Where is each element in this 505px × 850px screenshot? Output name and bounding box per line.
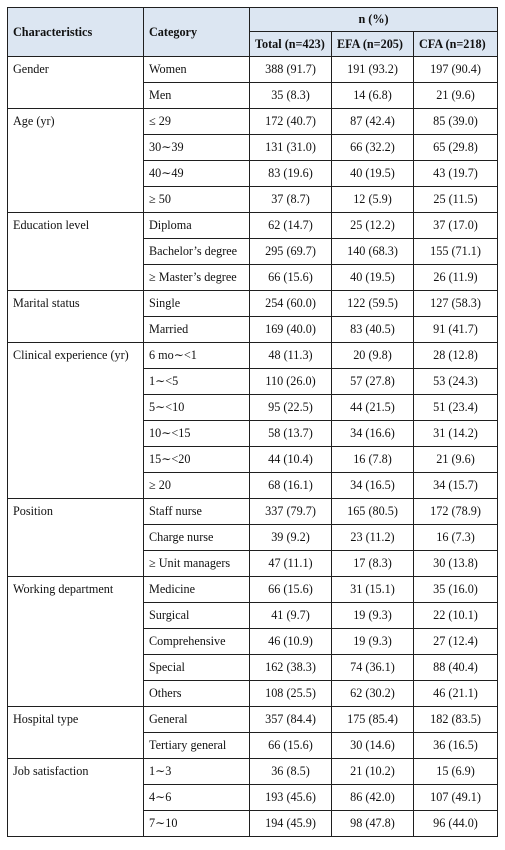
category-cell: 6 mo∼<1 [144, 343, 250, 369]
cfa-cell: 127 (58.3) [414, 291, 498, 317]
efa-cell: 19 (9.3) [332, 629, 414, 655]
efa-cell: 21 (10.2) [332, 759, 414, 785]
category-cell: 1∼3 [144, 759, 250, 785]
header-total: Total (n=423) [250, 32, 332, 57]
characteristic-cell [8, 603, 144, 629]
category-cell: Others [144, 681, 250, 707]
efa-cell: 17 (8.3) [332, 551, 414, 577]
total-cell: 66 (15.6) [250, 733, 332, 759]
total-cell: 62 (14.7) [250, 213, 332, 239]
table-row [8, 57, 498, 83]
total-cell: 58 (13.7) [250, 421, 332, 447]
characteristic-cell [8, 473, 144, 499]
characteristic-cell [8, 551, 144, 577]
total-cell: 41 (9.7) [250, 603, 332, 629]
characteristic-cell: Working department [8, 577, 144, 603]
efa-cell: 57 (27.8) [332, 369, 414, 395]
table-row [8, 369, 498, 395]
cfa-cell: 16 (7.3) [414, 525, 498, 551]
category-cell: ≥ 50 [144, 187, 250, 213]
efa-cell: 12 (5.9) [332, 187, 414, 213]
category-cell: ≥ Master’s degree [144, 265, 250, 291]
efa-cell: 20 (9.8) [332, 343, 414, 369]
cfa-cell: 107 (49.1) [414, 785, 498, 811]
efa-cell: 87 (42.4) [332, 109, 414, 135]
characteristic-cell [8, 369, 144, 395]
characteristic-cell [8, 447, 144, 473]
table-row [8, 733, 498, 759]
table-row [8, 135, 498, 161]
total-cell: 357 (84.4) [250, 707, 332, 733]
category-cell: 30∼39 [144, 135, 250, 161]
cfa-cell: 65 (29.8) [414, 135, 498, 161]
category-cell: Bachelor’s degree [144, 239, 250, 265]
efa-cell: 175 (85.4) [332, 707, 414, 733]
category-cell: General [144, 707, 250, 733]
characteristic-cell [8, 681, 144, 707]
category-cell: Staff nurse [144, 499, 250, 525]
characteristic-cell [8, 83, 144, 109]
total-cell: 66 (15.6) [250, 265, 332, 291]
header-category: Category [144, 8, 250, 57]
total-cell: 295 (69.7) [250, 239, 332, 265]
cfa-cell: 43 (19.7) [414, 161, 498, 187]
efa-cell: 34 (16.5) [332, 473, 414, 499]
total-cell: 337 (79.7) [250, 499, 332, 525]
table-row [8, 265, 498, 291]
table-row [8, 525, 498, 551]
table-row [8, 785, 498, 811]
characteristic-cell [8, 655, 144, 681]
category-cell: 1∼<5 [144, 369, 250, 395]
cfa-cell: 15 (6.9) [414, 759, 498, 785]
efa-cell: 62 (30.2) [332, 681, 414, 707]
characteristic-cell [8, 811, 144, 837]
table-body [8, 57, 498, 837]
table-row [8, 655, 498, 681]
total-cell: 39 (9.2) [250, 525, 332, 551]
characteristic-cell [8, 135, 144, 161]
cfa-cell: 53 (24.3) [414, 369, 498, 395]
efa-cell: 83 (40.5) [332, 317, 414, 343]
efa-cell: 31 (15.1) [332, 577, 414, 603]
cfa-cell: 35 (16.0) [414, 577, 498, 603]
characteristic-cell [8, 629, 144, 655]
characteristic-cell [8, 187, 144, 213]
table-row [8, 317, 498, 343]
efa-cell: 191 (93.2) [332, 57, 414, 83]
category-cell: ≤ 29 [144, 109, 250, 135]
table-row [8, 421, 498, 447]
category-cell: ≥ Unit managers [144, 551, 250, 577]
table-row [8, 577, 498, 603]
total-cell: 172 (40.7) [250, 109, 332, 135]
table-row [8, 395, 498, 421]
total-cell: 44 (10.4) [250, 447, 332, 473]
characteristic-cell: Marital status [8, 291, 144, 317]
total-cell: 193 (45.6) [250, 785, 332, 811]
table-header [8, 8, 498, 57]
category-cell: Special [144, 655, 250, 681]
efa-cell: 66 (32.2) [332, 135, 414, 161]
characteristic-cell [8, 395, 144, 421]
characteristic-cell: Gender [8, 57, 144, 83]
table-row [8, 239, 498, 265]
table-row [8, 707, 498, 733]
characteristic-cell: Job satisfaction [8, 759, 144, 785]
cfa-cell: 172 (78.9) [414, 499, 498, 525]
table-row [8, 629, 498, 655]
category-cell: Surgical [144, 603, 250, 629]
characteristic-cell [8, 239, 144, 265]
cfa-cell: 28 (12.8) [414, 343, 498, 369]
table-row [8, 447, 498, 473]
efa-cell: 40 (19.5) [332, 265, 414, 291]
total-cell: 37 (8.7) [250, 187, 332, 213]
cfa-cell: 30 (13.8) [414, 551, 498, 577]
characteristic-cell [8, 525, 144, 551]
total-cell: 35 (8.3) [250, 83, 332, 109]
cfa-cell: 182 (83.5) [414, 707, 498, 733]
category-cell: 4∼6 [144, 785, 250, 811]
total-cell: 194 (45.9) [250, 811, 332, 837]
category-cell: Men [144, 83, 250, 109]
category-cell: 40∼49 [144, 161, 250, 187]
total-cell: 48 (11.3) [250, 343, 332, 369]
table-row [8, 759, 498, 785]
header-characteristics: Characteristics [8, 8, 144, 57]
total-cell: 47 (11.1) [250, 551, 332, 577]
characteristic-cell [8, 161, 144, 187]
table-row [8, 213, 498, 239]
category-cell: Diploma [144, 213, 250, 239]
cfa-cell: 25 (11.5) [414, 187, 498, 213]
total-cell: 169 (40.0) [250, 317, 332, 343]
category-cell: Charge nurse [144, 525, 250, 551]
table-row [8, 499, 498, 525]
header-efa: EFA (n=205) [332, 32, 414, 57]
efa-cell: 16 (7.8) [332, 447, 414, 473]
table-row [8, 187, 498, 213]
characteristic-cell [8, 421, 144, 447]
category-cell: 7∼10 [144, 811, 250, 837]
cfa-cell: 21 (9.6) [414, 83, 498, 109]
characteristic-cell: Clinical experience (yr) [8, 343, 144, 369]
table-row [8, 109, 498, 135]
efa-cell: 23 (11.2) [332, 525, 414, 551]
characteristic-cell [8, 317, 144, 343]
total-cell: 46 (10.9) [250, 629, 332, 655]
total-cell: 131 (31.0) [250, 135, 332, 161]
efa-cell: 14 (6.8) [332, 83, 414, 109]
efa-cell: 122 (59.5) [332, 291, 414, 317]
table-row [8, 473, 498, 499]
cfa-cell: 36 (16.5) [414, 733, 498, 759]
efa-cell: 86 (42.0) [332, 785, 414, 811]
cfa-cell: 155 (71.1) [414, 239, 498, 265]
cfa-cell: 51 (23.4) [414, 395, 498, 421]
category-cell: Women [144, 57, 250, 83]
characteristics-table [7, 7, 498, 837]
total-cell: 254 (60.0) [250, 291, 332, 317]
efa-cell: 74 (36.1) [332, 655, 414, 681]
cfa-cell: 88 (40.4) [414, 655, 498, 681]
category-cell: Single [144, 291, 250, 317]
total-cell: 66 (15.6) [250, 577, 332, 603]
cfa-cell: 85 (39.0) [414, 109, 498, 135]
cfa-cell: 34 (15.7) [414, 473, 498, 499]
cfa-cell: 46 (21.1) [414, 681, 498, 707]
header-n-percent: n (%) [250, 8, 498, 32]
table-row [8, 681, 498, 707]
efa-cell: 44 (21.5) [332, 395, 414, 421]
cfa-cell: 37 (17.0) [414, 213, 498, 239]
category-cell: Comprehensive [144, 629, 250, 655]
table-row [8, 551, 498, 577]
efa-cell: 40 (19.5) [332, 161, 414, 187]
efa-cell: 30 (14.6) [332, 733, 414, 759]
total-cell: 95 (22.5) [250, 395, 332, 421]
table-row [8, 603, 498, 629]
total-cell: 83 (19.6) [250, 161, 332, 187]
table-row [8, 83, 498, 109]
efa-cell: 98 (47.8) [332, 811, 414, 837]
cfa-cell: 31 (14.2) [414, 421, 498, 447]
table-row [8, 343, 498, 369]
cfa-cell: 21 (9.6) [414, 447, 498, 473]
efa-cell: 34 (16.6) [332, 421, 414, 447]
efa-cell: 25 (12.2) [332, 213, 414, 239]
cfa-cell: 197 (90.4) [414, 57, 498, 83]
total-cell: 162 (38.3) [250, 655, 332, 681]
characteristic-cell: Education level [8, 213, 144, 239]
total-cell: 110 (26.0) [250, 369, 332, 395]
header-cfa: CFA (n=218) [414, 32, 498, 57]
category-cell: Tertiary general [144, 733, 250, 759]
characteristic-cell [8, 733, 144, 759]
cfa-cell: 91 (41.7) [414, 317, 498, 343]
cfa-cell: 96 (44.0) [414, 811, 498, 837]
characteristic-cell: Position [8, 499, 144, 525]
category-cell: 10∼<15 [144, 421, 250, 447]
category-cell: 15∼<20 [144, 447, 250, 473]
efa-cell: 140 (68.3) [332, 239, 414, 265]
table-row [8, 161, 498, 187]
category-cell: Married [144, 317, 250, 343]
table-row [8, 811, 498, 837]
characteristic-cell [8, 785, 144, 811]
total-cell: 108 (25.5) [250, 681, 332, 707]
characteristic-cell: Hospital type [8, 707, 144, 733]
characteristic-cell: Age (yr) [8, 109, 144, 135]
category-cell: 5∼<10 [144, 395, 250, 421]
table-row [8, 291, 498, 317]
efa-cell: 165 (80.5) [332, 499, 414, 525]
category-cell: Medicine [144, 577, 250, 603]
cfa-cell: 26 (11.9) [414, 265, 498, 291]
category-cell: ≥ 20 [144, 473, 250, 499]
cfa-cell: 27 (12.4) [414, 629, 498, 655]
total-cell: 388 (91.7) [250, 57, 332, 83]
total-cell: 68 (16.1) [250, 473, 332, 499]
characteristic-cell [8, 265, 144, 291]
total-cell: 36 (8.5) [250, 759, 332, 785]
efa-cell: 19 (9.3) [332, 603, 414, 629]
cfa-cell: 22 (10.1) [414, 603, 498, 629]
